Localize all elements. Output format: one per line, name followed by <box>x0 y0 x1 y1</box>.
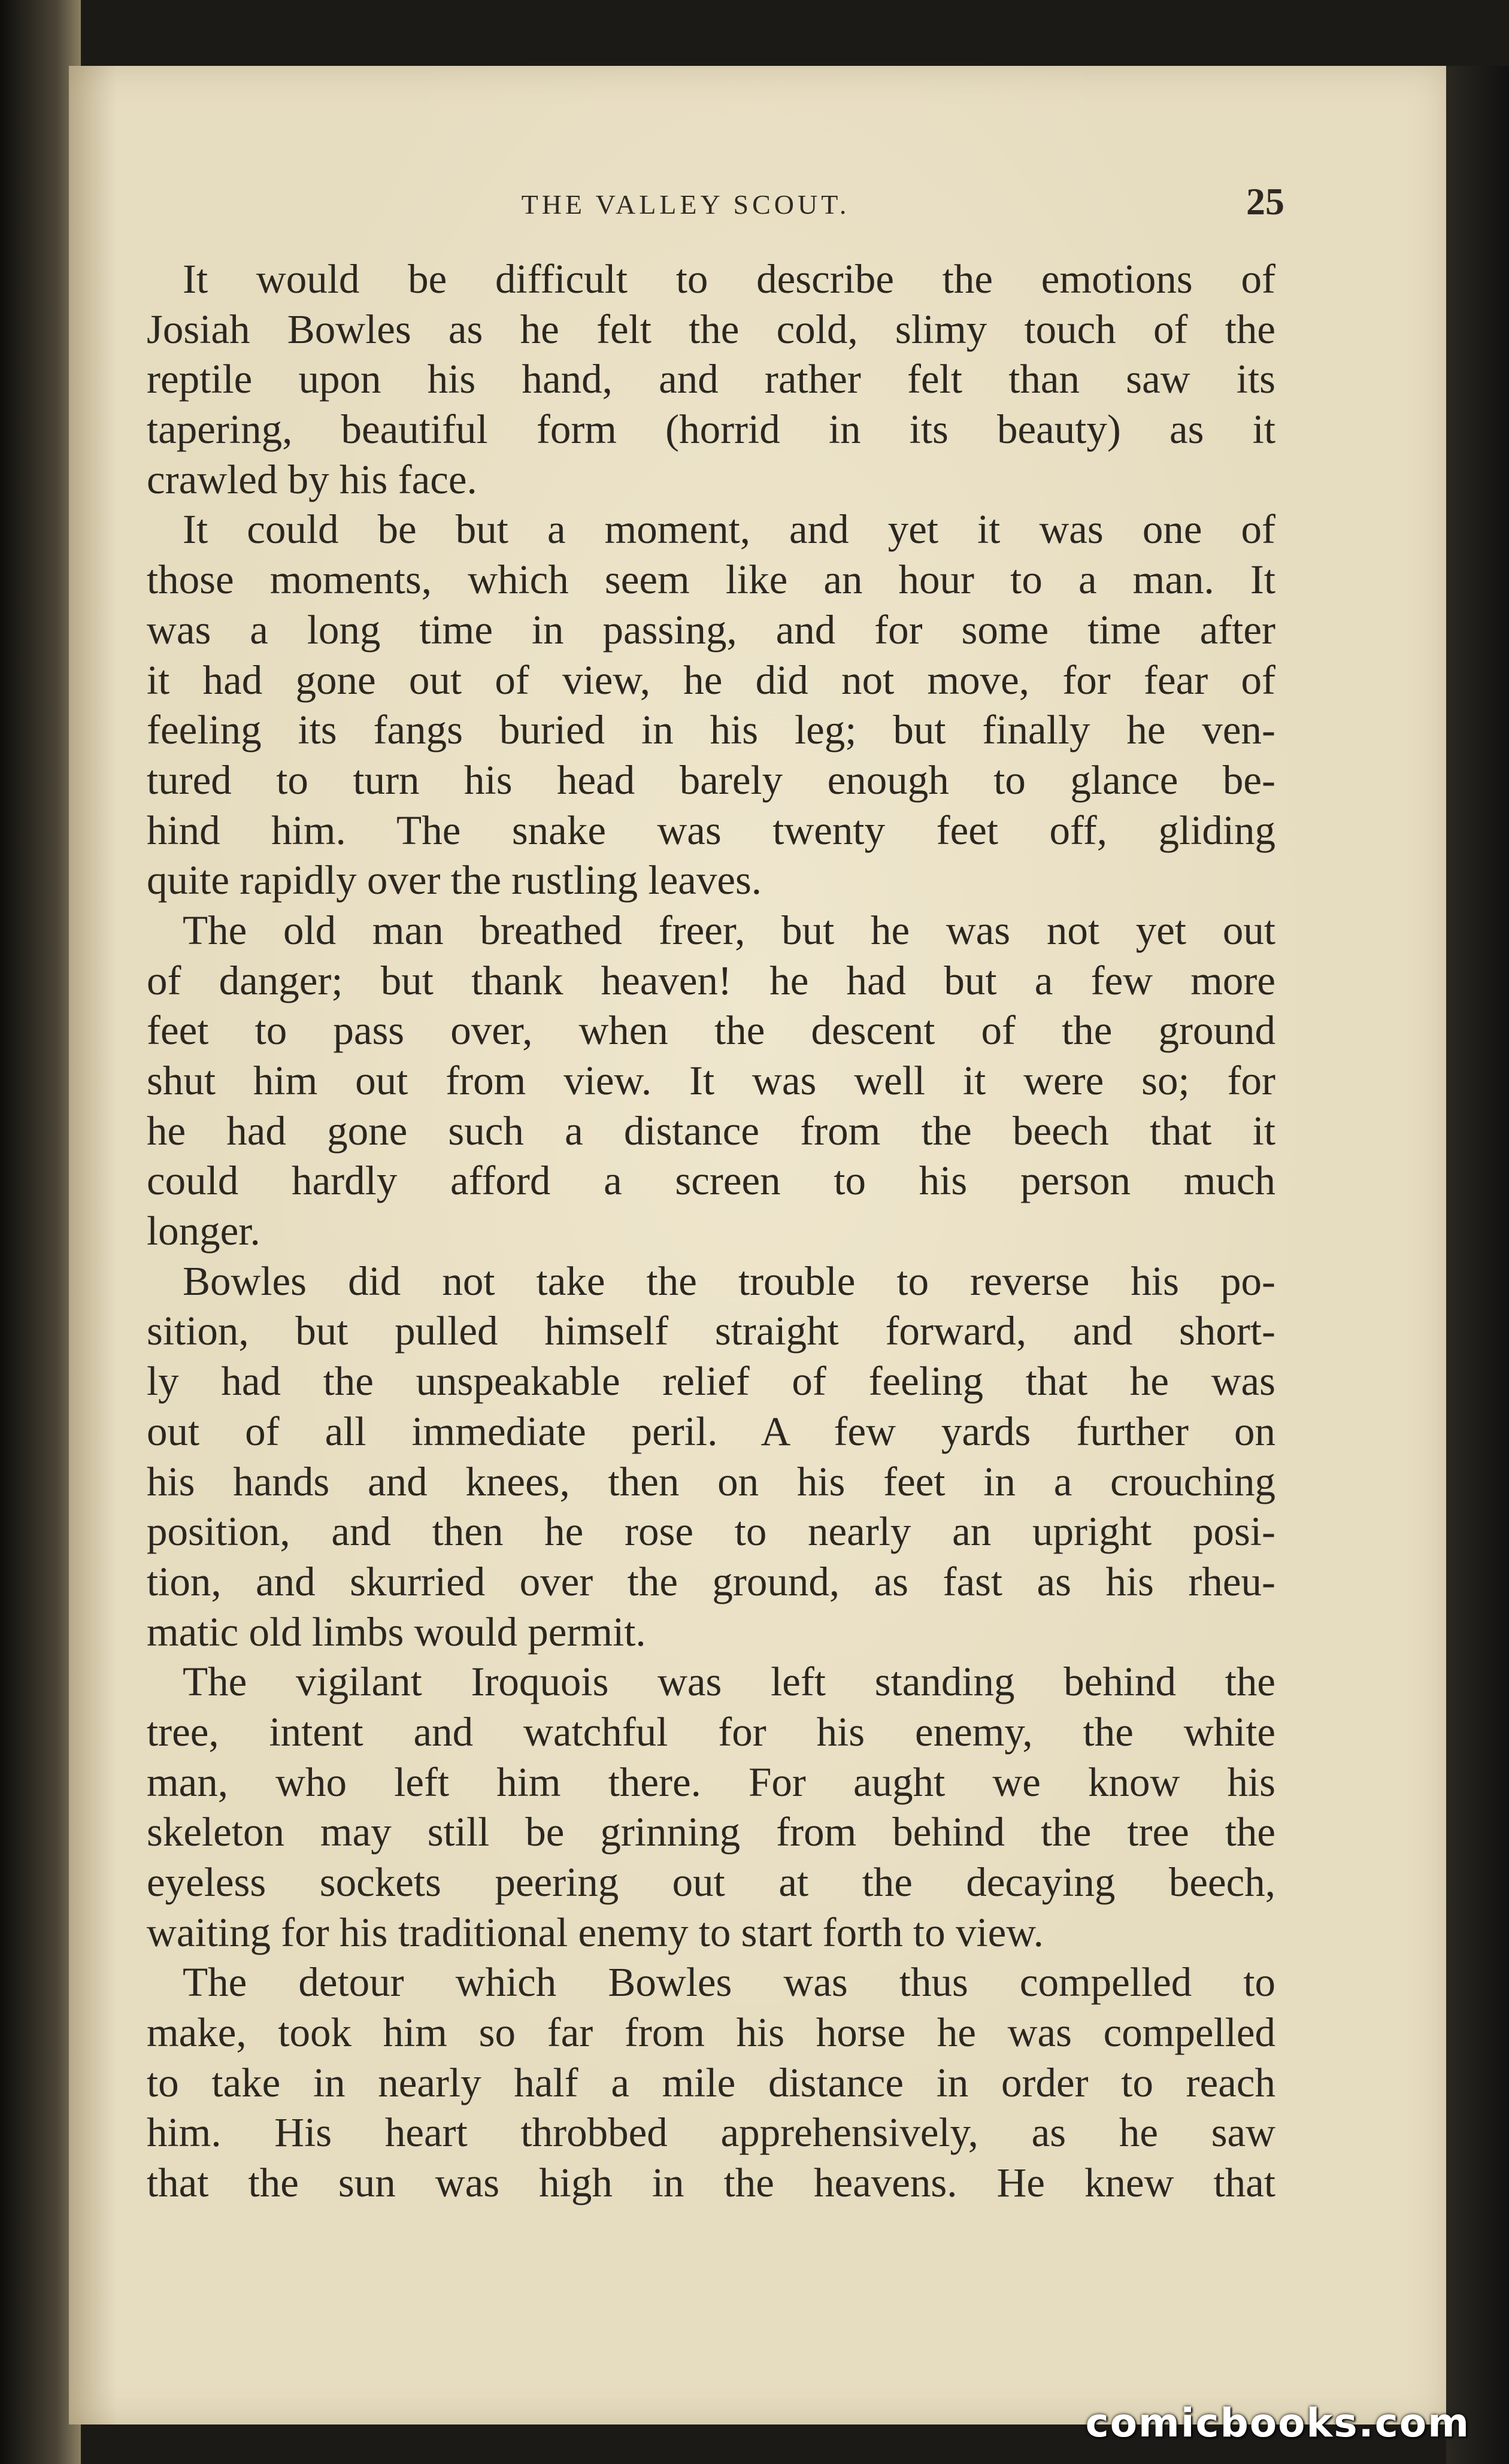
text-line: The detour which Bowles was thus compelled to <box>183 1959 1275 2005</box>
page-header <box>87 120 1284 223</box>
text-line: he had gone such a distance from the beech that it <box>147 1107 1275 1154</box>
text-line: it had gone out of view, he did not move, for fear of <box>147 657 1275 703</box>
body-text <box>147 254 1275 2208</box>
page-number: 25 <box>1246 180 1284 223</box>
text-line: sition, but pulled himself straight forward, and short- <box>147 1308 1275 1354</box>
text-line: Josiah Bowles as he felt the cold, slimy touch of the <box>147 306 1275 352</box>
text-line: make, took him so far from his horse he was compelled <box>147 2010 1275 2056</box>
text-line: tapering, beautiful form (horrid in its beauty) as it <box>147 406 1275 453</box>
page-edge-shadow <box>1446 66 1509 2464</box>
text-line: crawled by his face. <box>147 456 477 502</box>
text-line: feet to pass over, when the descent of the ground <box>147 1008 1275 1054</box>
text-line: shut him out from view. It was well it were so; for <box>147 1058 1275 1103</box>
text-line: was a long time in passing, and for some time after <box>147 606 1275 653</box>
text-line: tured to turn his head barely enough to glance be- <box>147 757 1275 803</box>
text-line: of danger; but thank heaven! he had but a few more <box>147 957 1275 1003</box>
text-line: hind him. The snake was twenty feet off, gliding <box>147 807 1275 853</box>
text-line: The old man breathed freer, but he was not yet out <box>183 907 1275 953</box>
text-line: his hands and knees, then on his feet in a crouching <box>147 1458 1275 1504</box>
text-line: could hardly afford a screen to his person much <box>147 1158 1275 1204</box>
text-line: matic old limbs would permit. <box>147 1609 646 1655</box>
running-head: THE VALLEY SCOUT. <box>521 189 850 220</box>
text-line: quite rapidly over the rustling leaves. <box>147 857 762 903</box>
text-line: It could be but a moment, and yet it was one of <box>183 506 1275 553</box>
text-line: It would be difficult to describe the emotions of <box>183 256 1275 302</box>
text-line: skeleton may still be grinning from behind the tree the <box>147 1809 1275 1855</box>
text-line: to take in nearly half a mile distance in order to reach <box>147 2059 1275 2105</box>
watermark: comicbooks.com <box>1085 2400 1470 2446</box>
text-line: waiting for his traditional enemy to start forth to view. <box>147 1909 1044 1955</box>
text-line: tion, and skurried over the ground, as fast as his rheu- <box>147 1558 1275 1604</box>
text-line: man, who left him there. For aught we know his <box>147 1759 1275 1805</box>
text-line: those moments, which seem like an hour to a man. It <box>147 557 1275 603</box>
text-line: that the sun was high in the heavens. He knew that <box>147 2160 1275 2206</box>
text-line: tree, intent and watchful for his enemy, the white <box>147 1709 1275 1755</box>
text-line: reptile upon his hand, and rather felt than saw its <box>147 356 1275 402</box>
text-line: The vigilant Iroquois was left standing behind the <box>183 1659 1275 1705</box>
text-line: Bowles did not take the trouble to reverse his po- <box>183 1258 1275 1304</box>
text-line: out of all immediate peril. A few yards further on <box>147 1408 1275 1454</box>
text-line: eyeless sockets peering out at the decaying beech, <box>147 1859 1275 1905</box>
text-line: him. His heart throbbed apprehensively, as he saw <box>147 2110 1275 2156</box>
text-line: feeling its fangs buried in his leg; but finally he ven- <box>147 707 1275 753</box>
text-line: ly had the unspeakable relief of feeling that he was <box>147 1358 1275 1404</box>
text-line: position, and then he rose to nearly an upright posi- <box>147 1509 1275 1555</box>
text-line: longer. <box>147 1208 260 1254</box>
